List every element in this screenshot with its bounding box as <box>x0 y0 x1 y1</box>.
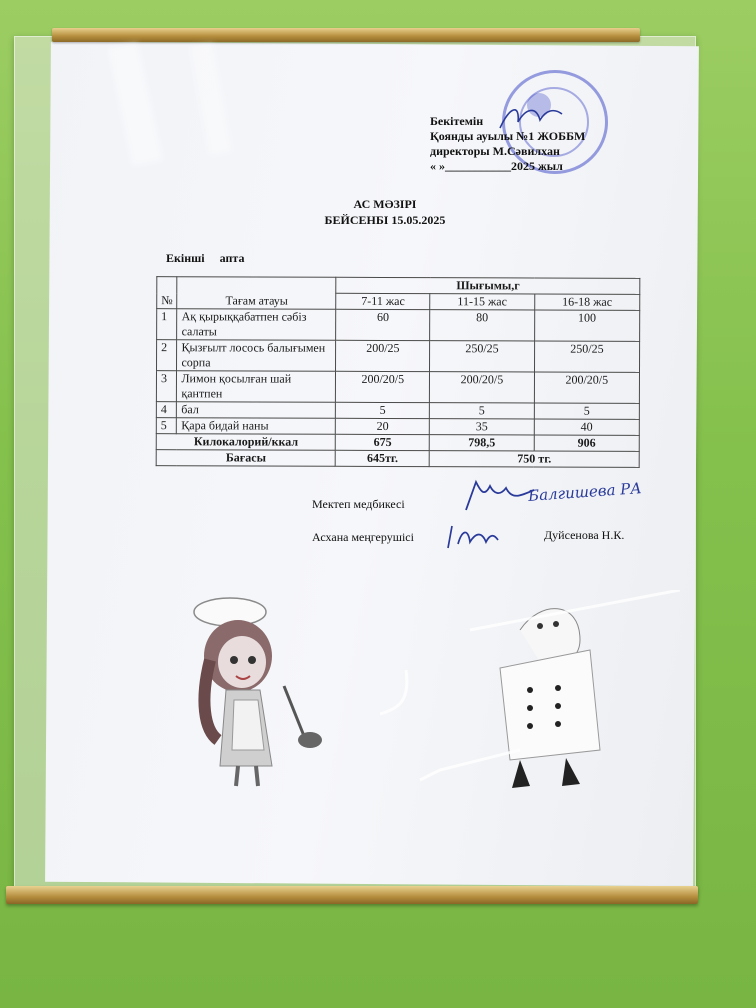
row-number: 3 <box>156 371 177 402</box>
row-value: 200/20/5 <box>430 372 535 403</box>
kitchen-name: Дуйсенова Н.К. <box>544 528 625 542</box>
week-unit: апта <box>219 251 245 265</box>
row-number: 2 <box>157 340 178 371</box>
nurse-label: Мектеп медбикесі <box>312 497 405 511</box>
approval-line-2: Қоянды ауылы №1 ЖОББМ <box>430 129 586 143</box>
row-value: 35 <box>430 419 535 435</box>
kcal-row <box>156 434 639 452</box>
row-value: 200/25 <box>336 340 430 371</box>
row-value: 40 <box>534 419 639 435</box>
price-older: 750 тг. <box>429 451 639 468</box>
kcal-value: 906 <box>534 435 639 451</box>
kitchen-label: Асхана меңгерушісі <box>312 530 414 544</box>
approval-line-1: Бекітемін <box>430 114 484 128</box>
chef-man-illustration <box>380 590 680 800</box>
row-value: 200/20/5 <box>336 371 430 402</box>
row-value: 100 <box>534 310 639 341</box>
row-value: 250/25 <box>534 341 639 372</box>
week-word: Екінші <box>166 251 205 265</box>
kcal-label: Килокалорий/ккал <box>156 434 336 451</box>
row-dish-name: Қызғылт лосось балығымен сорпа <box>177 340 336 372</box>
menu-heading <box>300 196 470 228</box>
price-label: Бағасы <box>156 450 336 467</box>
table-header-row <box>157 277 640 295</box>
price-young: 645тг. <box>336 450 430 466</box>
kitchen-signature <box>440 520 500 552</box>
row-value: 5 <box>534 403 639 419</box>
menu-date: БЕЙСЕНБІ 15.05.2025 <box>324 213 446 227</box>
table-row <box>156 402 639 420</box>
price-row <box>156 450 639 468</box>
chef-girl-illustration <box>180 590 340 790</box>
row-number: 4 <box>156 402 177 418</box>
menu-table <box>156 276 641 468</box>
table-row <box>157 309 640 342</box>
row-value: 80 <box>430 310 535 341</box>
header-number: № <box>157 277 178 309</box>
row-dish-name: Лимон қосылған шай қантпен <box>177 371 336 403</box>
row-value: 5 <box>336 402 430 418</box>
gold-rail-bottom <box>6 886 698 904</box>
gold-rail-top <box>52 28 640 42</box>
header-age-group: 7-11 жас <box>336 293 430 309</box>
kcal-value: 675 <box>336 434 430 450</box>
row-number: 5 <box>156 418 177 434</box>
row-dish-name: Қара бидай наны <box>177 418 336 435</box>
nurse-handwritten-name: Балгишева РА <box>527 479 643 505</box>
approval-block <box>430 114 585 174</box>
row-value: 200/20/5 <box>534 372 639 403</box>
table-row <box>156 371 639 404</box>
header-age-group: 16-18 жас <box>534 294 639 310</box>
row-number: 1 <box>157 309 178 340</box>
row-dish-name: Ақ қырыққабатпен сәбіз салаты <box>177 309 336 341</box>
kcal-value: 798,5 <box>429 435 534 451</box>
approval-date-line: « »___________2025 жыл <box>430 159 563 173</box>
header-dish-name: Тағам атауы <box>177 277 336 310</box>
row-value: 60 <box>336 309 430 340</box>
table-row <box>156 418 639 436</box>
row-value: 250/25 <box>430 341 535 372</box>
approval-line-3: директоры М.Сәвилхан <box>430 144 560 158</box>
table-row <box>157 340 640 373</box>
row-value: 20 <box>336 418 430 434</box>
menu-title: АС МӘЗІРІ <box>353 197 417 211</box>
header-age-group: 11-15 жас <box>430 294 535 310</box>
header-yield: Шығымы,г <box>336 277 640 294</box>
row-value: 5 <box>430 403 535 419</box>
row-dish-name: бал <box>177 402 336 419</box>
week-label <box>166 251 244 266</box>
